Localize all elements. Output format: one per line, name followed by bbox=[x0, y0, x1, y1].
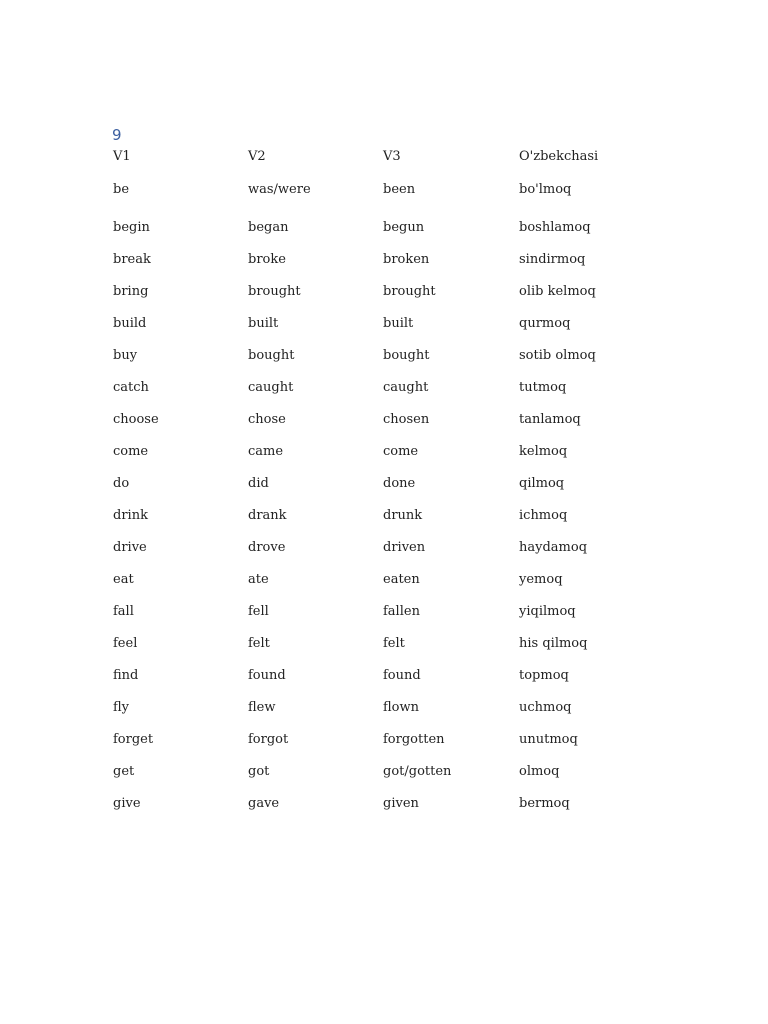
cell-uzbek: his qilmoq bbox=[519, 636, 588, 651]
cell-v2: bought bbox=[248, 348, 295, 363]
cell-uzbek: sindirmoq bbox=[519, 252, 586, 267]
cell-uzbek: yiqilmoq bbox=[519, 604, 576, 619]
cell-v2: built bbox=[248, 316, 279, 331]
table-row bbox=[113, 244, 669, 276]
cell-uzbek: ichmoq bbox=[519, 508, 568, 523]
table-row bbox=[113, 168, 669, 212]
cell-v1: bring bbox=[113, 284, 149, 299]
cell-v2: flew bbox=[248, 700, 276, 715]
cell-v1: buy bbox=[113, 348, 138, 363]
table-row bbox=[113, 596, 669, 628]
cell-v3: driven bbox=[383, 540, 426, 555]
cell-v2: forgot bbox=[248, 732, 289, 747]
cell-v1: do bbox=[113, 476, 130, 491]
cell-uzbek: yemoq bbox=[519, 572, 563, 587]
cell-v3: chosen bbox=[383, 412, 430, 427]
cell-uzbek: topmoq bbox=[519, 668, 569, 683]
table-row bbox=[113, 564, 669, 596]
table-row bbox=[113, 436, 669, 468]
cell-v2: chose bbox=[248, 412, 286, 427]
cell-v3: forgotten bbox=[383, 732, 445, 747]
cell-v3: begun bbox=[383, 220, 425, 235]
cell-v1: choose bbox=[113, 412, 159, 427]
cell-v2: found bbox=[248, 668, 286, 683]
header-v1: V1 bbox=[113, 149, 131, 164]
cell-v2: drove bbox=[248, 540, 286, 555]
cell-uzbek: tanlamoq bbox=[519, 412, 581, 427]
cell-v3: bought bbox=[383, 348, 430, 363]
cell-uzbek: tutmoq bbox=[519, 380, 567, 395]
table-row bbox=[113, 756, 669, 788]
cell-v2: caught bbox=[248, 380, 294, 395]
cell-v1: eat bbox=[113, 572, 134, 587]
cell-uzbek: uchmoq bbox=[519, 700, 572, 715]
cell-v1: forget bbox=[113, 732, 154, 747]
cell-v1: build bbox=[113, 316, 147, 331]
cell-v1: begin bbox=[113, 220, 150, 235]
cell-v3: drunk bbox=[383, 508, 423, 523]
cell-uzbek: bo'lmoq bbox=[519, 182, 572, 197]
cell-v3: caught bbox=[383, 380, 429, 395]
cell-v3: come bbox=[383, 444, 419, 459]
cell-v3: got/gotten bbox=[383, 764, 452, 779]
table-row bbox=[113, 340, 669, 372]
cell-v2: ate bbox=[248, 572, 269, 587]
cell-v1: give bbox=[113, 796, 141, 811]
cell-v3: brought bbox=[383, 284, 436, 299]
table-row bbox=[113, 404, 669, 436]
table-row bbox=[113, 692, 669, 724]
table-header-row bbox=[113, 148, 669, 168]
section-number-heading: 9 bbox=[112, 126, 122, 144]
cell-v2: felt bbox=[248, 636, 270, 651]
cell-uzbek: haydamoq bbox=[519, 540, 588, 555]
irregular-verbs-table bbox=[113, 148, 669, 820]
cell-v3: found bbox=[383, 668, 421, 683]
cell-v1: fly bbox=[113, 700, 130, 715]
cell-uzbek: unutmoq bbox=[519, 732, 578, 747]
cell-v2: came bbox=[248, 444, 284, 459]
cell-uzbek: qilmoq bbox=[519, 476, 565, 491]
cell-v1: come bbox=[113, 444, 149, 459]
table-row bbox=[113, 308, 669, 340]
table-row bbox=[113, 372, 669, 404]
header-v3: V3 bbox=[383, 149, 401, 164]
header-uzbek: O'zbekchasi bbox=[519, 149, 599, 164]
table-row bbox=[113, 788, 669, 820]
cell-v2: was/were bbox=[248, 182, 311, 197]
cell-v1: feel bbox=[113, 636, 138, 651]
cell-uzbek: olib kelmoq bbox=[519, 284, 596, 299]
cell-v3: eaten bbox=[383, 572, 420, 587]
cell-v1: be bbox=[113, 182, 130, 197]
cell-v2: drank bbox=[248, 508, 287, 523]
cell-v2: gave bbox=[248, 796, 280, 811]
cell-v3: broken bbox=[383, 252, 430, 267]
cell-v3: flown bbox=[383, 700, 419, 715]
table-row bbox=[113, 628, 669, 660]
table-row bbox=[113, 500, 669, 532]
cell-v2: fell bbox=[248, 604, 269, 619]
cell-v1: drink bbox=[113, 508, 148, 523]
cell-v3: done bbox=[383, 476, 416, 491]
cell-v2: got bbox=[248, 764, 270, 779]
cell-v3: been bbox=[383, 182, 416, 197]
cell-uzbek: sotib olmoq bbox=[519, 348, 596, 363]
cell-v2: broke bbox=[248, 252, 286, 267]
cell-uzbek: bermoq bbox=[519, 796, 570, 811]
cell-uzbek: olmoq bbox=[519, 764, 560, 779]
cell-v1: get bbox=[113, 764, 135, 779]
cell-v3: built bbox=[383, 316, 414, 331]
verb-table-body bbox=[113, 148, 669, 820]
cell-v1: fall bbox=[113, 604, 134, 619]
cell-uzbek: kelmoq bbox=[519, 444, 568, 459]
table-row bbox=[113, 532, 669, 564]
table-row bbox=[113, 276, 669, 308]
cell-v2: brought bbox=[248, 284, 301, 299]
cell-v3: fallen bbox=[383, 604, 420, 619]
cell-v2: did bbox=[248, 476, 269, 491]
table-row bbox=[113, 212, 669, 244]
table-row bbox=[113, 468, 669, 500]
cell-v1: drive bbox=[113, 540, 147, 555]
cell-v3: felt bbox=[383, 636, 405, 651]
cell-v2: began bbox=[248, 220, 289, 235]
cell-v1: break bbox=[113, 252, 151, 267]
header-v2: V2 bbox=[248, 149, 266, 164]
cell-v1: find bbox=[113, 668, 139, 683]
table-row bbox=[113, 660, 669, 692]
cell-v1: catch bbox=[113, 380, 149, 395]
table-row bbox=[113, 724, 669, 756]
cell-v3: given bbox=[383, 796, 419, 811]
cell-uzbek: qurmoq bbox=[519, 316, 571, 331]
cell-uzbek: boshlamoq bbox=[519, 220, 591, 235]
